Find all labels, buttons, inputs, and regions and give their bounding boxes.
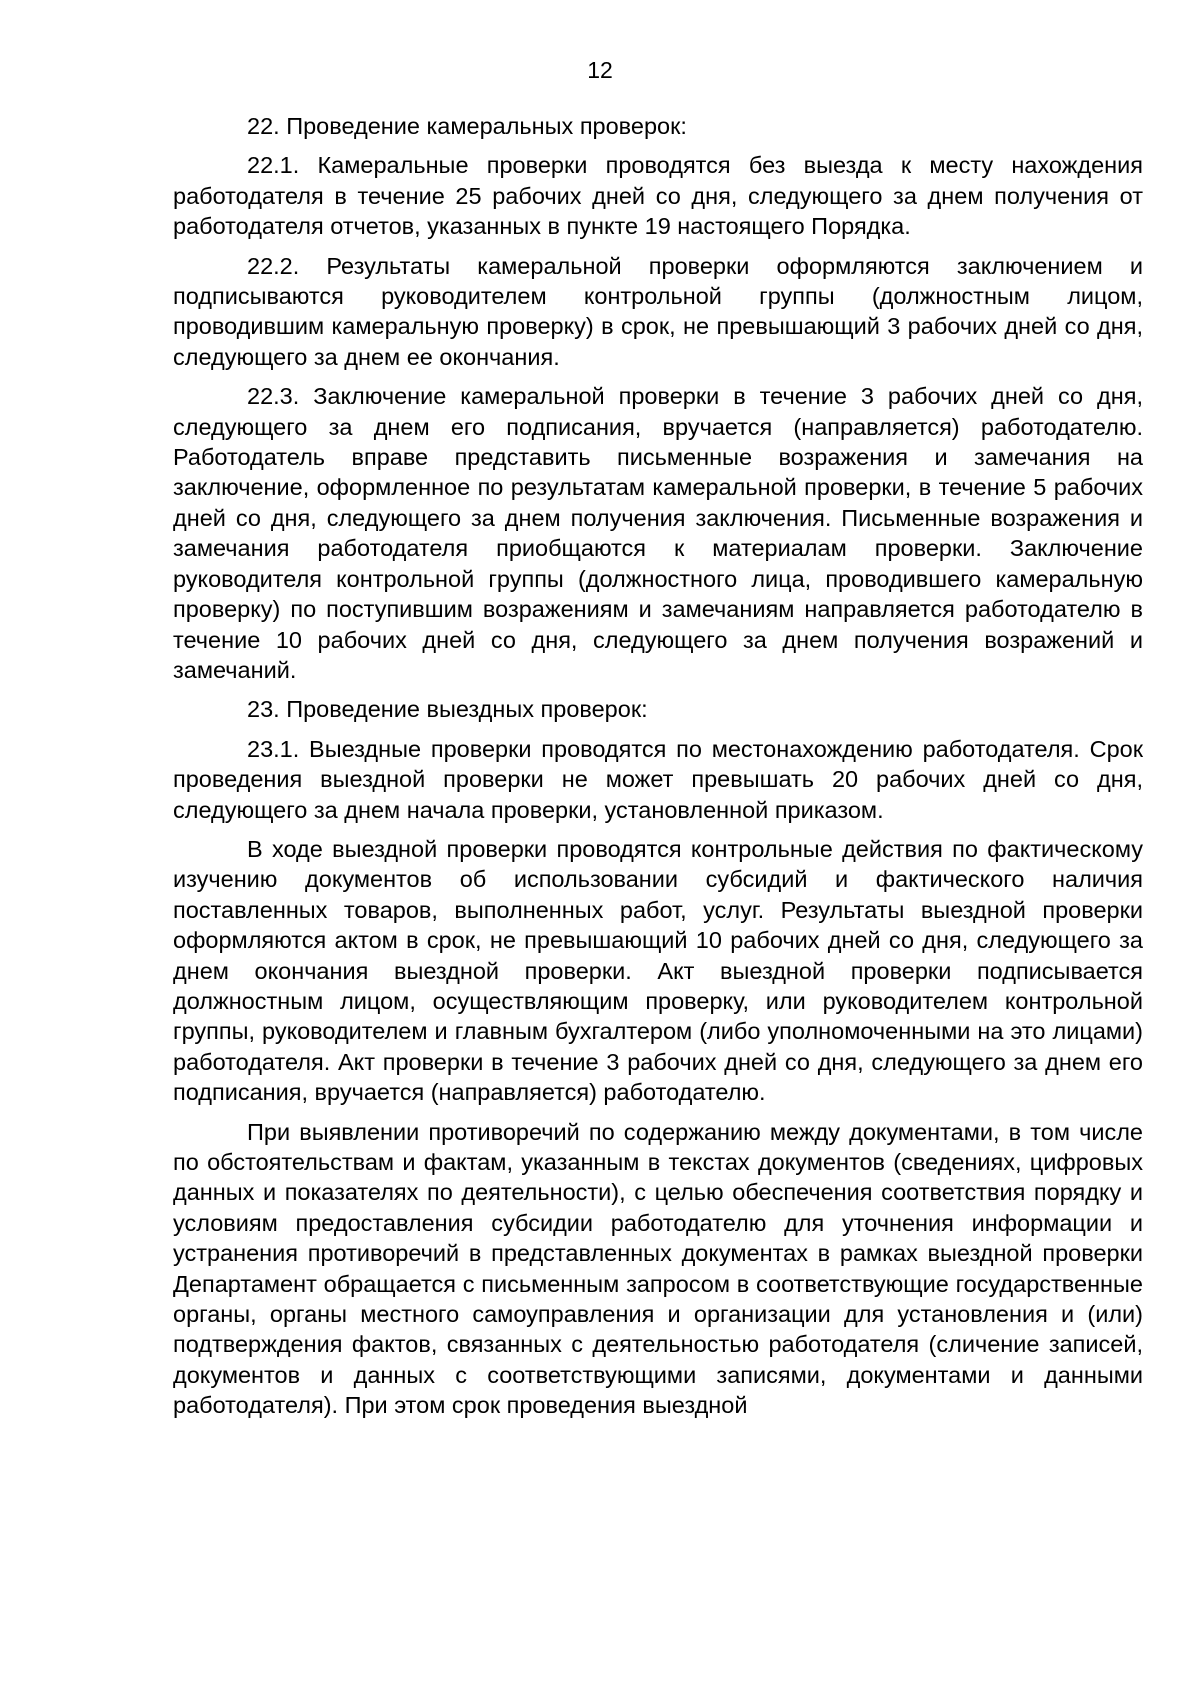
paragraph-23-1: 23.1. Выездные проверки проводятся по местонахождению работодателя. Срок проведения выездной проверки не может превышать 20 рабочих дней со дня, следующего за днем начала проверки, установленной приказом. [173, 735, 1143, 823]
document-body [173, 111, 1143, 1430]
paragraph-22-3: 22.3. Заключение камеральной проверки в течение 3 рабочих дней со дня, следующего за днем его подписания, вручается (направляется) работодателю. Работодатель вправе представить письменные возражения и замечания на заключение, оформленное по результатам камеральной проверки, в течение 5 рабочих дней со дня, следующего за днем получения заключения. Письменные возражения и замечания работодателя приобщаются к материалам проверки. Заключение руководителя контрольной группы (должностного лица, проводившего камеральную проверку) по поступившим возражениям и замечаниям направляется работодателю в течение 10 рабочих дней со дня, следующего за днем получения возражений и замечаний. [173, 383, 1143, 683]
page-number: 12 [587, 57, 613, 83]
section-heading-22: 22. Проведение камеральных проверок: [247, 113, 687, 139]
paragraph-onsite-inspection-actions: В ходе выездной проверки проводятся контрольные действия по фактическому изучению документов об использовании субсидий и фактического наличия поставленных товаров, выполненных работ, услуг. Результаты выездной проверки оформляются актом в срок, не превышающий 10 рабочих дней со дня, следующего за днем окончания выездной проверки. Акт выездной проверки подписывается должностным лицом, осуществляющим проверку, или руководителем контрольной группы, руководителем и главным бухгалтером (либо уполномоченными на это лицами) работодателя. Акт проверки в течение 3 рабочих дней со дня, следующего за днем его подписания, вручается (направляется) работодателю. [173, 835, 1143, 1106]
paragraph-22-1: 22.1. Камеральные проверки проводятся без выезда к месту нахождения работодателя в течение 25 рабочих дней со дня, следующего за днем получения от работодателя отчетов, указанных в пункте 19 настоящего Порядка. [173, 152, 1143, 240]
section-heading-23: 23. Проведение выездных проверок: [247, 696, 648, 723]
paragraph-contradictions: При выявлении противоречий по содержанию между документами, в том числе по обстоятельствам и фактам, указанным в текстах документов (сведениях, цифровых данных и показателях по деятельности), с целью обеспечения соответствия порядку и условиям предоставления субсидии работодателю для уточнения информации и устранения противоречий в представленных документах в рамках выездной проверки Департамент обращается с письменным запросом в соответствующие государственные органы, органы местного самоуправления и организации для установления и (или) подтверждения фактов, связанных с деятельностью работодателя (сличение записей, документов и данных с соответствующими записями, документами и данными работодателя). При этом срок проведения выездной [173, 1118, 1143, 1419]
paragraph-22-2: 22.2. Результаты камеральной проверки оформляются заключением и подписываются руководителем контрольной группы (должностным лицом, проводившим камеральную проверку) в срок, не превышающий 3 рабочих дней со дня, следующего за днем ее окончания. [173, 252, 1143, 370]
